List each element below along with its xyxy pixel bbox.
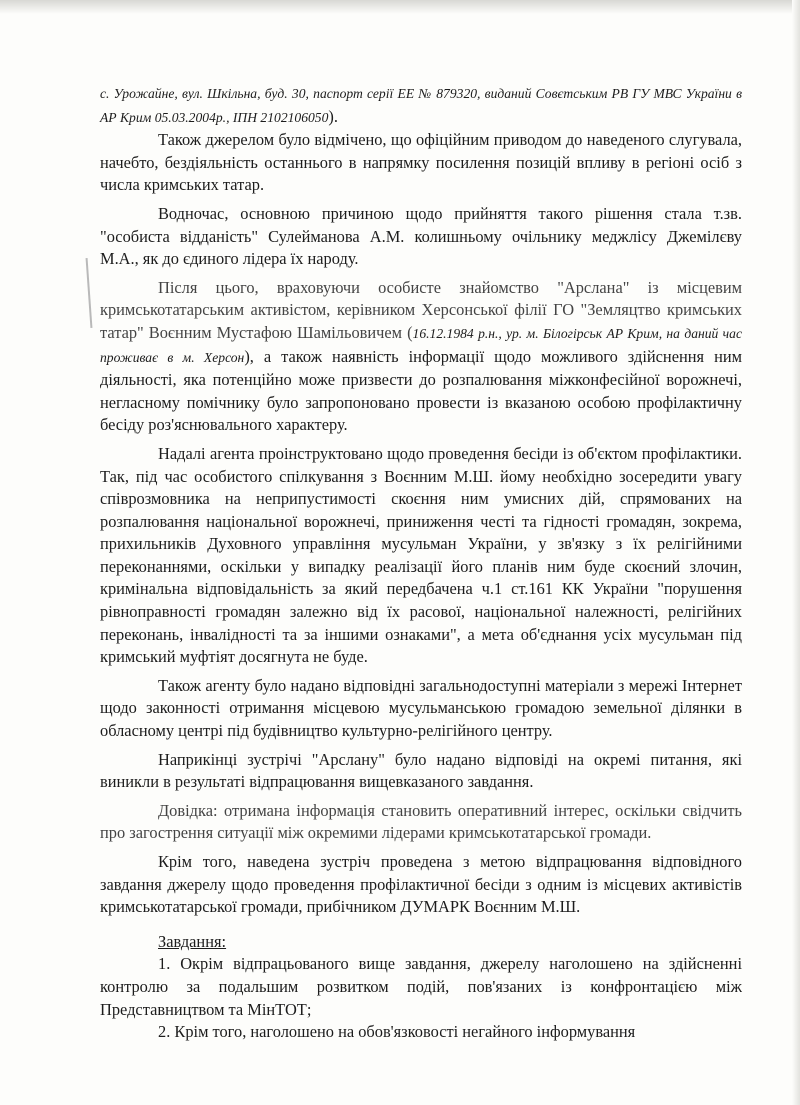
- address-tail: ).: [328, 106, 338, 126]
- paragraph-3-text-b: ), а також наявність інформації щодо можливого здійснення ним діяльності, яка потенційно може призвести до розпалювання міжконфесійної ворожнечі, негласному помічнику було запропоновано провести із вказаною особою профілактичну бесіду роз'яснювального характеру.: [100, 346, 742, 435]
- document-page: [100, 82, 742, 1044]
- paragraph-address: [100, 82, 742, 129]
- paragraph-6: Наприкінці зустрічі "Арслану" було надано відповіді на окремі питання, які виникли в результаті відпрацювання вищевказаного завдання.: [100, 749, 742, 792]
- paragraph-note: Довідка: отримана інформація становить оперативний інтерес, оскільки свідчить про загострення ситуації між окремими лідерами кримськотатарської громади.: [100, 800, 742, 843]
- paragraph-2: Водночас, основною причиною щодо прийняття такого рішення стала т.зв. "особиста відданість" Сулейманова А.М. колишньому очільнику меджлісу Джемілєву М.А., як до єдиного лідера їх народу.: [100, 203, 742, 269]
- handwritten-margin-mark: [86, 258, 93, 328]
- paragraph-4: Надалі агента проінструктовано щодо проведення бесіди із об'єктом профілактики. Так, під час особистого спілкування з Воєнним М.Ш. йому необхідно зосередити увагу співрозмовника на неприпустимості скоєння ним умисних дій, спрямованих на розпалювання національної ворожнечі, приниження честі та гідності громадян, зокрема, прихильників Духовного управління мусульман України, у зв'язку з їх релігійними переконаннями, оскільки у випадку реалізації його планів ним буде скоєний злочин, кримінальна відповідальність за який передбачена ч.1 ст.161 КК України "порушення рівноправності громадян залежно від їх расової, національної належності, релігійних переконань, інвалідності та за іншими ознаками", а мета об'єднання усіх мусульман під кримський муфтіят досягнута не буде.: [100, 443, 742, 667]
- task-item-1: 1. Окрім відпрацьованого вище завдання, джерелу наголошено на здійсненні контролю за подальшим розвитком подій, пов'язаних із конфронтацією між Представництвом та МінТОТ;: [100, 954, 742, 1019]
- address-italic: с. Урожайне, вул. Шкільна, буд. 30, паспорт серії ЕЕ № 879320, виданий Совєтським РВ ГУ МВС України в АР Крим 05.03.2004р., ІПН 2102106050: [100, 86, 742, 125]
- paragraph-3-italic: 16.12.1984 р.н., ур. м. Білогірськ АР Крим, на даний час проживає в м. Херсон: [100, 325, 742, 365]
- paragraph-3: [100, 277, 742, 437]
- task-item-2: 2. Крім того, наголошено на обов'язковості негайного інформування: [158, 1022, 636, 1042]
- scan-right-edge: [792, 0, 800, 1105]
- paragraph-5: Також агенту було надано відповідні загальнодоступні матеріали з мережі Інтернет щодо законності отримання місцевою мусульманською громадою земельної ділянки в обласному центрі під будівництво культурно-релігійного центру.: [100, 675, 742, 741]
- paragraph-3-text-a: Після цього, враховуючи особисте знайомство "Арслана" із місцевим кримськотатарським активістом, керівником Херсонської філії ГО "Земляцтво кримських татар" Воєнним Мустафою Шамільовичем (: [100, 277, 742, 342]
- paragraph-1: Також джерелом було відмічено, що офіційним приводом до наведеного слугувала, начебто, бездіяльність останнього в напрямку посилення позицій впливу в регіоні осіб з числа кримських татар.: [100, 130, 742, 195]
- scan-top-edge: [0, 0, 800, 14]
- paragraph-8: Крім того, наведена зустріч проведена з метою відпрацювання відповідного завдання джерелу щодо проведення профілактичної бесіди з одним із місцевих активістів кримськотатарської громади, прибічником ДУМАРК Воєнним М.Ш.: [100, 852, 742, 917]
- tasks-heading: [100, 931, 742, 954]
- tasks-heading-label: Завдання:: [158, 931, 227, 951]
